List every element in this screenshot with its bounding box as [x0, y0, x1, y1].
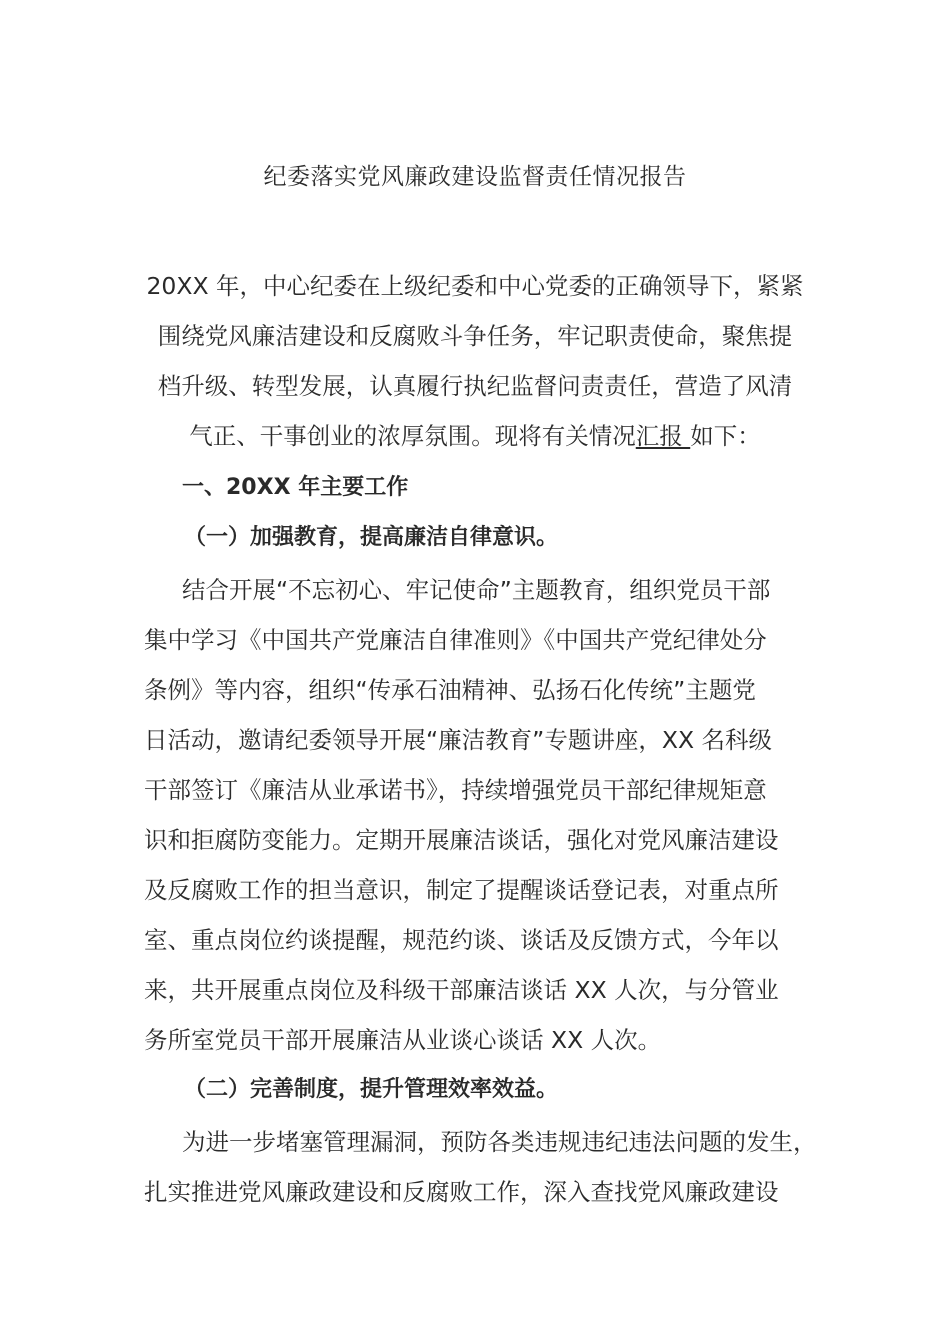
paragraph-line: 来，共开展重点岗位及科级干部廉洁谈话 XX 人次，与分管业	[144, 976, 779, 1004]
section-1-heading: 一、20XX 年主要工作	[182, 475, 409, 500]
paragraph-line: 条例》等内容，组织“传承石油精神、弘扬石化传统”主题党	[144, 676, 756, 704]
paragraph-line: 集中学习《中国共产党廉洁自律准则》《中国共产党纪律处分	[144, 626, 767, 654]
paragraph-line: 及反腐败工作的担当意识，制定了提醒谈话登记表，对重点所	[144, 876, 779, 904]
paragraph-line: 为进一步堵塞管理漏洞，预防各类违规违纪违法问题的发生，	[182, 1128, 817, 1156]
paragraph-line: 务所室党员干部开展廉洁从业谈心谈话 XX 人次。	[144, 1026, 662, 1054]
document-title: 纪委落实党风廉政建设监督责任情况报告	[263, 164, 687, 190]
intro-line-4-end: 如下：	[690, 422, 761, 450]
report-link[interactable]: 汇报	[635, 422, 691, 450]
paragraph-line: 扎实推进党风廉政建设和反腐败工作，深入查找党风廉政建设	[144, 1178, 779, 1206]
paragraph-line: 结合开展“不忘初心、牢记使命”主题教育，组织党员干部	[182, 576, 771, 604]
intro-line-4	[0, 420, 950, 452]
intro-line-3: 档升级、转型发展，认真履行执纪监督问责责任，营造了风清	[157, 372, 793, 400]
paragraph-line: 干部签订《廉洁从业承诺书》，持续增强党员干部纪律规矩意	[144, 776, 767, 804]
paragraph-line: 室、重点岗位约谈提醒，规范约谈、谈话及反馈方式，今年以	[144, 926, 779, 954]
intro-line-1: 20XX 年，中心纪委在上级纪委和中心党委的正确领导下，紧紧	[146, 272, 804, 300]
intro-line-2: 围绕党风廉洁建设和反腐败斗争任务，牢记职责使命，聚焦提	[157, 322, 793, 350]
paragraph-line: 识和拒腐防变能力。定期开展廉洁谈话，强化对党风廉洁建设	[144, 826, 779, 854]
intro-line-4-text: 气正、干事创业的浓厚氛围。现将有关情况	[189, 422, 636, 450]
subsection-2-heading: （二）完善制度，提升管理效率效益。	[184, 1077, 559, 1102]
paragraph-line: 日活动，邀请纪委领导开展“廉洁教育”专题讲座，XX 名科级	[144, 726, 773, 754]
subsection-1-heading: （一）加强教育，提高廉洁自律意识。	[184, 525, 559, 550]
